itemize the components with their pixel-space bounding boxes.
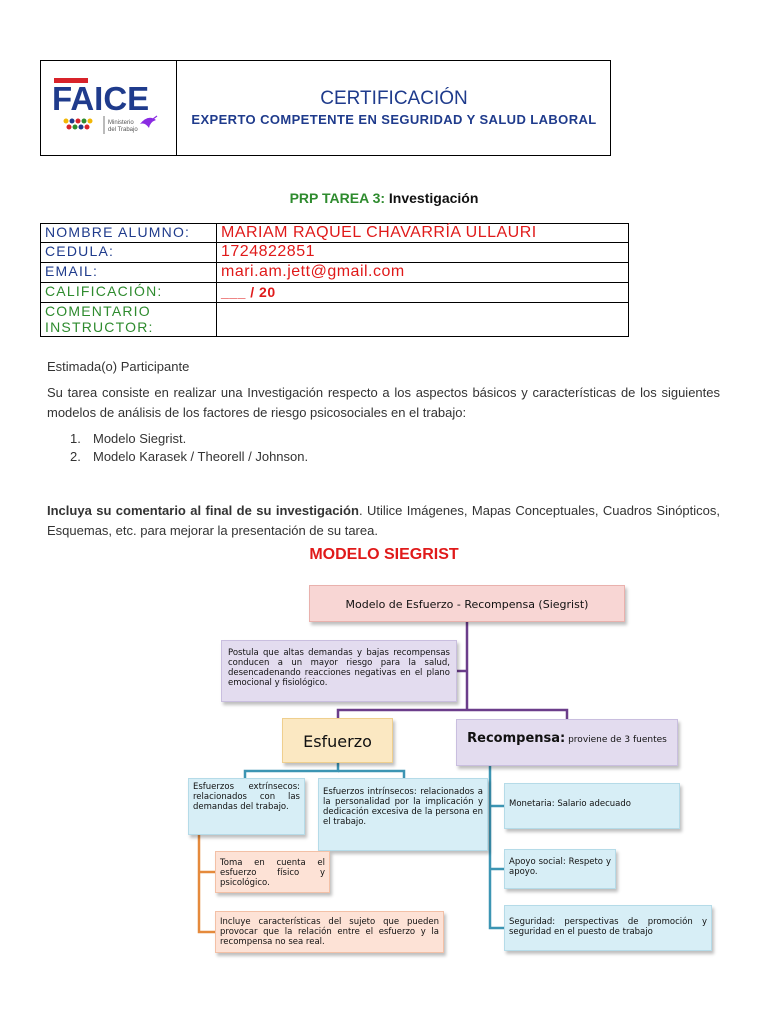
name-value: MARIAM RAQUEL CHAVARRÍA ULLAURI bbox=[217, 224, 629, 243]
certification-title: CERTIFICACIÓN bbox=[320, 88, 468, 109]
recompensa-title: Recompensa: bbox=[467, 731, 566, 746]
svg-text:Ministerio: Ministerio bbox=[108, 120, 134, 126]
task-label: PRP TAREA 3: bbox=[289, 190, 386, 206]
greeting: Estimada(o) Participante bbox=[47, 359, 190, 374]
apoyo-node: Apoyo social: Respeto y apoyo. bbox=[504, 849, 616, 889]
list-item: 1. Modelo Siegrist. bbox=[70, 431, 187, 446]
section-title: MODELO SIEGRIST bbox=[309, 546, 459, 563]
comment-label: COMENTARIO INSTRUCTOR: bbox=[41, 303, 217, 337]
instruction-rest: . Utilice Imágenes, Mapas Conceptuales, Cuadros Sinópticos, Esquemas, etc. para mejorar la presentación de su tarea. bbox=[47, 503, 720, 538]
cedula-label: CEDULA: bbox=[41, 243, 217, 263]
esfuerzo-node: Esfuerzo bbox=[282, 718, 393, 763]
intrinsecos-node: Esfuerzos intrínsecos: relacionados a la personalidad por la implicación y dedicación excesiva de la persona en el trabajo. bbox=[318, 778, 488, 851]
instruction-bold: Incluya su comentario al final de su investigación bbox=[47, 503, 359, 518]
monetaria-node: Monetaria: Salario adecuado bbox=[504, 783, 680, 829]
certification-subtitle: EXPERTO COMPETENTE EN SEGURIDAD Y SALUD LABORAL bbox=[191, 112, 597, 127]
intrinsecos-connector bbox=[338, 771, 404, 778]
recompensa-detail: proviene de 3 fuentes bbox=[565, 735, 667, 745]
email-label: EMAIL: bbox=[41, 263, 217, 283]
extrinsecos-branch-line bbox=[199, 835, 215, 932]
recompensa-branch-line bbox=[490, 766, 504, 928]
cedula-value: 1724822851 bbox=[217, 243, 629, 263]
intro-paragraph: Su tarea consiste en realizar una Investigación respecto a los aspectos básicos y características de los siguientes modelos de análisis de los factores de riesgo psicosociales en el trabajo: bbox=[47, 385, 720, 420]
name-label: NOMBRE ALUMNO: bbox=[41, 224, 217, 243]
logo-text: FAICE bbox=[52, 80, 150, 117]
email-value: mari.am.jett@gmail.com bbox=[217, 263, 629, 283]
svg-text:del Trabajo: del Trabajo bbox=[108, 127, 138, 133]
seguridad-node: Seguridad: perspectivas de promoción y seguridad en el puesto de trabajo bbox=[504, 905, 712, 951]
postula-node: Postula que altas demandas y bajas recompensas conducen a un mayor riesgo para la salud, desencadenando reacciones negativas en el plano emocional y fisiológico. bbox=[221, 640, 457, 702]
diagram-root-node: Modelo de Esfuerzo - Recompensa (Siegrist) bbox=[309, 585, 625, 622]
incluye-node: Incluye características del sujeto que pueden provocar que la relación entre el esfuerzo y la recompensa no sea real. bbox=[215, 911, 444, 953]
grade-label: CALIFICACIÓN: bbox=[41, 283, 217, 303]
extrinsecos-node: Esfuerzos extrínsecos: relacionados con las demandas del trabajo. bbox=[188, 778, 305, 835]
toma-node: Toma en cuenta el esfuerzo físico y psicológico. bbox=[215, 851, 330, 893]
recompensa-node bbox=[456, 719, 678, 766]
extrinsecos-connector bbox=[245, 763, 338, 778]
task-name: Investigación bbox=[388, 190, 479, 206]
grade-value: ___ / 20 bbox=[217, 283, 629, 303]
list-item: 2. Modelo Karasek / Theorell / Johnson. bbox=[70, 449, 309, 464]
